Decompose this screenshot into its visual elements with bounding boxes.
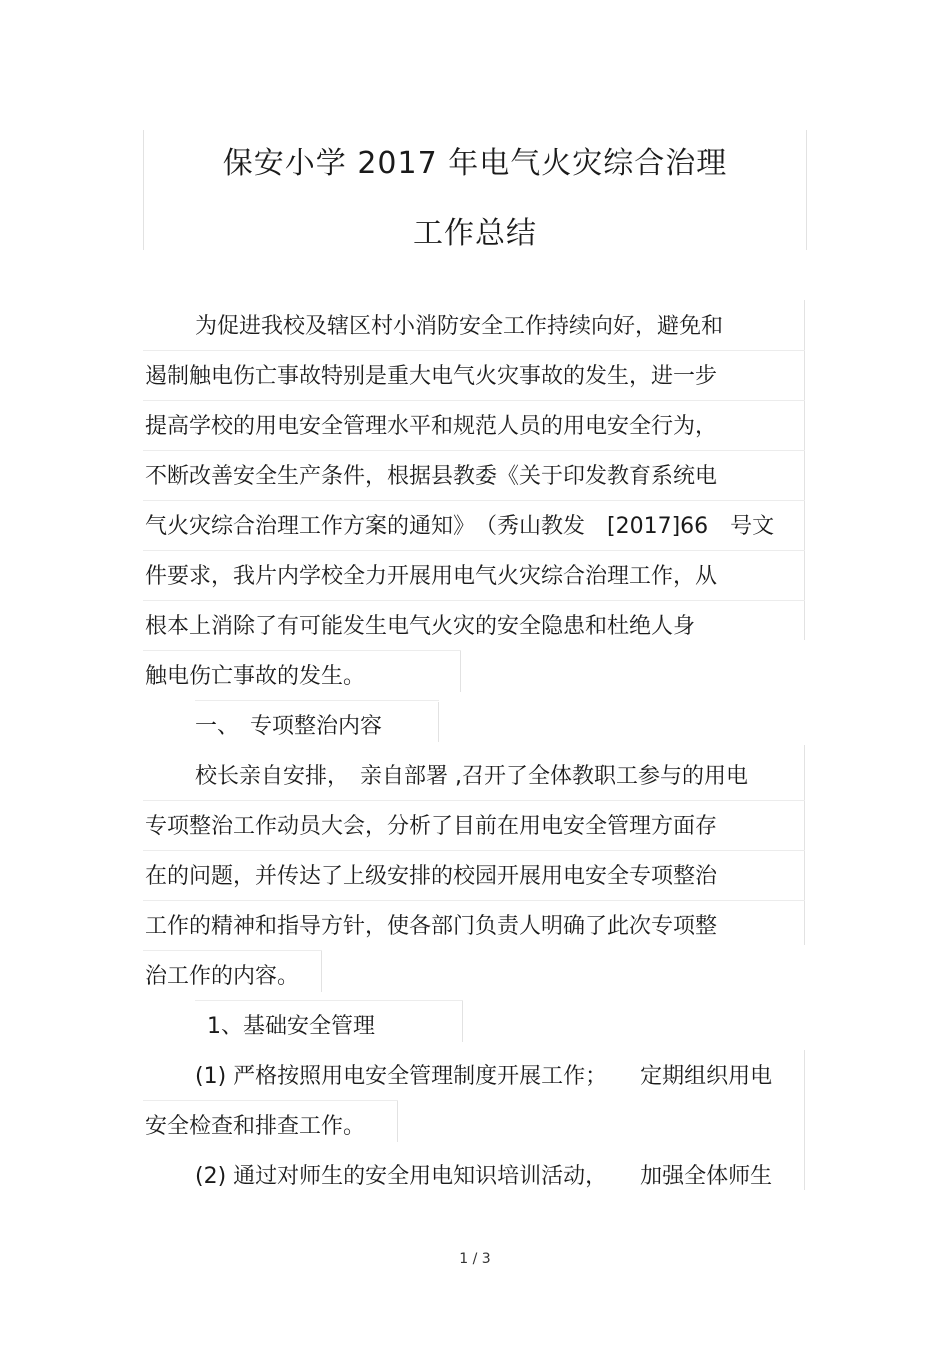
margin-rule-right-body — [804, 300, 805, 640]
body-line: (1) 严格按照用电安全管理制度开展工作； 定期组织用电 — [195, 1064, 773, 1089]
body-line: 专项整治工作动员大会，分析了目前在用电安全管理方面存 — [145, 814, 718, 839]
section-heading: 一、 专项整治内容 — [195, 714, 383, 739]
row-rule-3 — [143, 450, 805, 451]
body-line: 件要求，我片内学校全力开展用电气火灾综合治理工作，从 — [145, 564, 718, 589]
row-rule-12 — [143, 950, 322, 951]
document-subtitle: 工作总结 — [413, 216, 537, 251]
body-line: 在的问题，并传达了上级安排的校园开展用电安全专项整治 — [145, 864, 718, 889]
row-rule-11 — [143, 900, 805, 901]
margin-rule-mid4 — [462, 1000, 463, 1042]
margin-rule-right-body3 — [804, 1050, 805, 1190]
margin-rule-mid5 — [397, 1100, 398, 1142]
row-rule-13 — [195, 1000, 463, 1001]
row-rule-2 — [143, 400, 805, 401]
body-line: 根本上消除了有可能发生电气火灾的安全隐患和杜绝人身 — [145, 614, 696, 639]
body-line: 气火灾综合治理工作方案的通知》 （秀山教发 [2017]66 号文 — [145, 514, 775, 539]
row-rule-8 — [195, 700, 439, 701]
row-rule-9 — [143, 800, 805, 801]
body-line: 校长亲自安排， 亲自部署 ,召开了全体教职工参与的用电 — [195, 764, 748, 789]
body-line: (2) 通过对师生的安全用电知识培训活动， 加强全体师生 — [195, 1164, 773, 1189]
body-line: 不断改善安全生产条件，根据县教委《关于印发教育系统电 — [145, 464, 718, 489]
row-rule-4 — [143, 500, 805, 501]
row-rule-6 — [143, 600, 805, 601]
body-line: 为促进我校及辖区村小消防安全工作持续向好，避免和 — [195, 314, 724, 339]
row-rule-5 — [143, 550, 805, 551]
document-title: 保安小学 2017 年电气火灾综合治理 — [222, 146, 728, 181]
body-line: 治工作的内容。 — [145, 964, 300, 989]
margin-rule-right-body2 — [804, 745, 805, 945]
margin-rule-mid1 — [460, 650, 461, 692]
row-rule-10 — [143, 850, 805, 851]
row-rule-1 — [143, 350, 805, 351]
body-line: 安全检查和排查工作。 — [145, 1114, 366, 1139]
body-line: 提高学校的用电安全管理水平和规范人员的用电安全行为， — [145, 414, 718, 439]
row-rule-14 — [143, 1100, 398, 1101]
row-rule-7 — [143, 650, 461, 651]
margin-rule-mid3 — [321, 950, 322, 992]
body-line: 触电伤亡事故的发生。 — [145, 664, 366, 689]
margin-rule-mid2 — [438, 702, 439, 742]
page-number: 1 / 3 — [459, 1251, 491, 1267]
body-line: 工作的精神和指导方针，使各部门负责人明确了此次专项整 — [145, 914, 718, 939]
subsection-heading: 1、基础安全管理 — [207, 1014, 375, 1039]
body-line: 遏制触电伤亡事故特别是重大电气火灾事故的发生，进一步 — [145, 364, 718, 389]
